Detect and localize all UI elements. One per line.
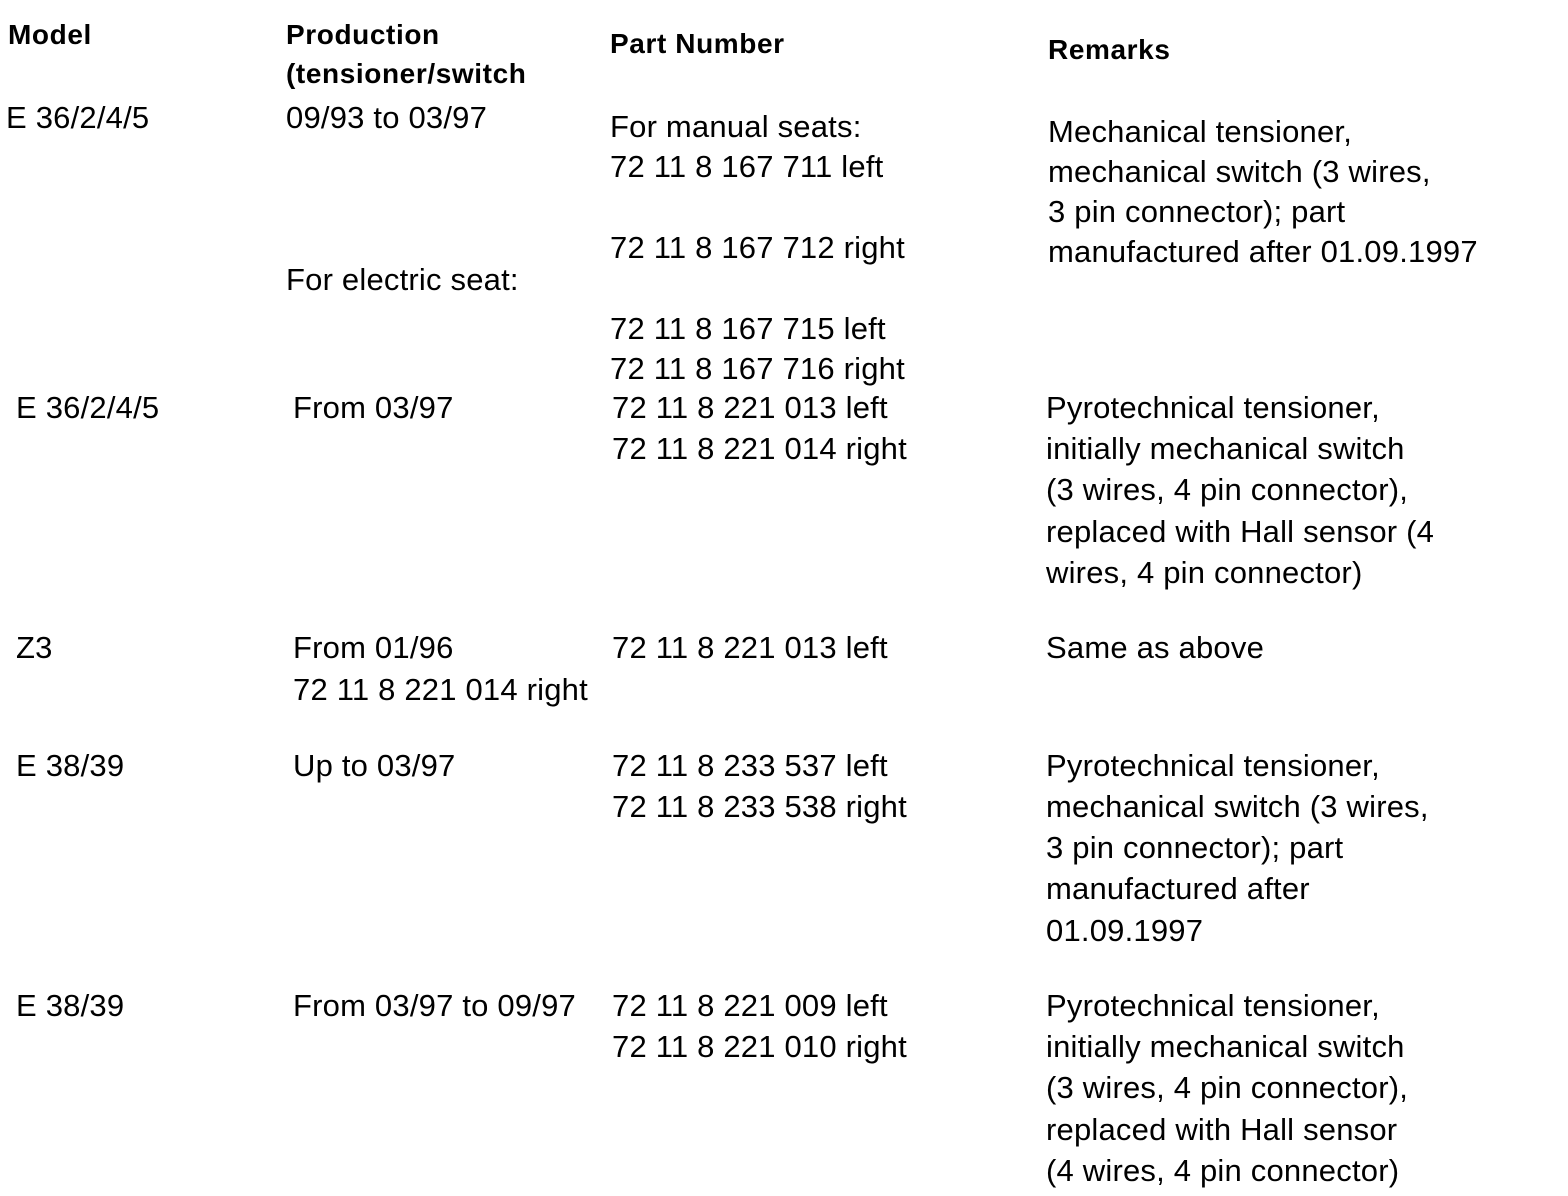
row-1-remark: 3 pin connector); part [1048,194,1346,229]
row-1-part: 72 11 8 167 711 left [610,149,884,184]
row-4-remark: 01.09.1997 [1046,913,1204,948]
row-1-remark: manufactured after 01.09.1997 [1048,234,1478,269]
row-5-model: E 38/39 [16,988,125,1023]
row-2-remark: initially mechanical switch [1046,431,1405,466]
row-2-remark: Pyrotechnical tensioner, [1046,390,1380,425]
header-remarks: Remarks [1048,34,1171,65]
row-3-model: Z3 [16,630,53,665]
row-1-remark: mechanical switch (3 wires, [1048,154,1431,189]
row-4-remark: manufactured after [1046,871,1310,906]
row-2-remark: (3 wires, 4 pin connector), [1046,472,1409,507]
row-4-model: E 38/39 [16,748,125,783]
row-2-part: 72 11 8 221 013 left [612,390,888,425]
row-1-part: 72 11 8 167 712 right [610,230,905,265]
header-production: Production [286,19,440,50]
header-production-subtitle: (tensioner/switch [286,58,527,89]
row-1-remark: Mechanical tensioner, [1048,114,1353,149]
row-4-remark: 3 pin connector); part [1046,830,1344,865]
row-3-production: From 01/96 [293,630,454,665]
row-1-production-note: For electric seat: [286,262,519,297]
row-3-part: 72 11 8 221 013 left [612,630,888,665]
row-4-part: 72 11 8 233 537 left [612,748,888,783]
row-5-remark: initially mechanical switch [1046,1029,1405,1064]
row-1-production: 09/93 to 03/97 [286,100,488,135]
row-5-production: From 03/97 to 09/97 [293,988,576,1023]
row-3-production-note: 72 11 8 221 014 right [293,672,588,707]
row-4-remark: Pyrotechnical tensioner, [1046,748,1380,783]
header-model: Model [8,19,92,50]
row-5-remark: (3 wires, 4 pin connector), [1046,1070,1409,1105]
row-2-remark: replaced with Hall sensor (4 [1046,514,1435,549]
row-4-production: Up to 03/97 [293,748,456,783]
row-2-remark: wires, 4 pin connector) [1046,555,1363,590]
row-1-part: 72 11 8 167 715 left [610,311,886,346]
row-4-remark: mechanical switch (3 wires, [1046,789,1429,824]
row-3-remark: Same as above [1046,630,1265,665]
row-5-remark: replaced with Hall sensor [1046,1112,1398,1147]
row-5-remark: Pyrotechnical tensioner, [1046,988,1380,1023]
row-1-part-heading: For manual seats: [610,109,862,144]
row-1-part: 72 11 8 167 716 right [610,351,905,386]
row-2-model: E 36/2/4/5 [16,390,160,425]
row-4-part: 72 11 8 233 538 right [612,789,907,824]
header-part-number: Part Number [610,28,785,59]
row-5-remark: (4 wires, 4 pin connector) [1046,1153,1400,1188]
row-1-model: E 36/2/4/5 [6,100,150,135]
row-2-part: 72 11 8 221 014 right [612,431,907,466]
row-2-production: From 03/97 [293,390,454,425]
row-5-part: 72 11 8 221 010 right [612,1029,907,1064]
row-5-part: 72 11 8 221 009 left [612,988,888,1023]
